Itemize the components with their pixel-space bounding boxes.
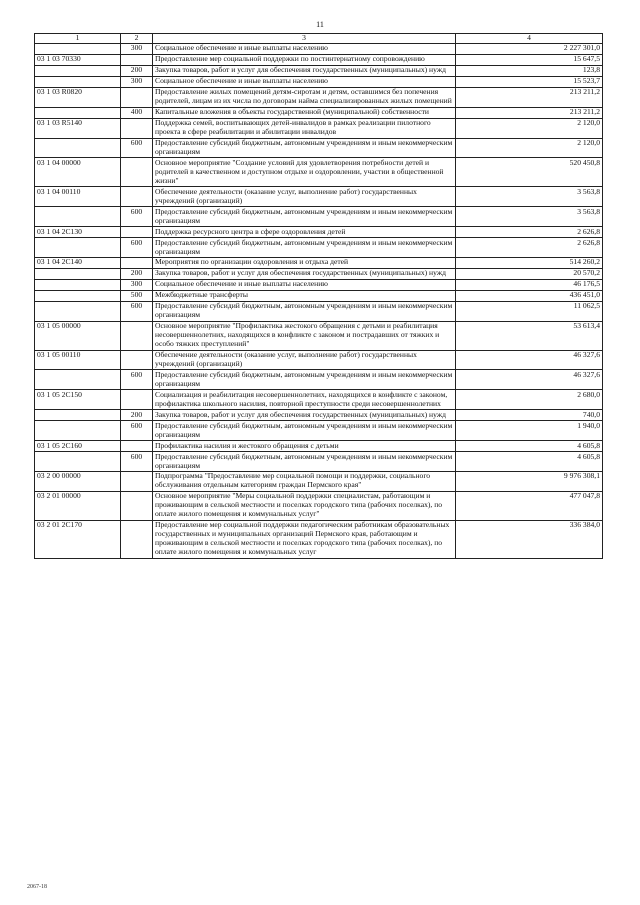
expense-type — [121, 54, 153, 65]
table-row — [35, 43, 603, 54]
budget-table — [34, 33, 603, 559]
table-row — [35, 227, 603, 238]
amount: 740,0 — [456, 410, 603, 421]
table-row — [35, 268, 603, 279]
expense-type: 300 — [121, 279, 153, 290]
amount: 53 613,4 — [456, 321, 603, 350]
table-row — [35, 207, 603, 227]
expense-type: 600 — [121, 207, 153, 227]
item-name: Предоставление субсидий бюджетным, автономным учреждениям и иным некоммерческим организациям — [153, 138, 456, 158]
table-row — [35, 301, 603, 321]
expense-type — [121, 158, 153, 187]
expense-type: 600 — [121, 370, 153, 390]
amount: 123,8 — [456, 65, 603, 76]
amount: 46 327,6 — [456, 370, 603, 390]
item-name: Основное мероприятие "Профилактика жестокого обращения с детьми и реабилитация несовершеннолетних, находящихся в конфликте с законом и пострадавших от тяжких и особо тяжких преступлений" — [153, 321, 456, 350]
table-row — [35, 279, 603, 290]
table-row — [35, 138, 603, 158]
expense-type: 400 — [121, 107, 153, 118]
target-code: 03 1 03 R5140 — [35, 118, 121, 138]
target-code — [35, 301, 121, 321]
amount: 2 120,0 — [456, 118, 603, 138]
target-code — [35, 290, 121, 301]
item-name: Предоставление субсидий бюджетным, автономным учреждениям и иным некоммерческим организациям — [153, 421, 456, 441]
item-name: Подпрограмма "Предоставление мер социальной помощи и поддержки, социального обслуживания отдельным категориям граждан Пермского края" — [153, 471, 456, 491]
amount: 4 605,8 — [456, 452, 603, 472]
item-name: Закупка товаров, работ и услуг для обеспечения государственных (муниципальных) нужд — [153, 268, 456, 279]
expense-type: 200 — [121, 268, 153, 279]
item-name: Закупка товаров, работ и услуг для обеспечения государственных (муниципальных) нужд — [153, 410, 456, 421]
target-code — [35, 279, 121, 290]
amount: 11 062,5 — [456, 301, 603, 321]
table-row — [35, 410, 603, 421]
target-code — [35, 410, 121, 421]
table-row — [35, 421, 603, 441]
table-row — [35, 54, 603, 65]
item-name: Предоставление жилых помещений детям-сиротам и детям, оставшимся без попечения родителей, лицам из их числа по договорам найма специализированных жилых помещений — [153, 87, 456, 107]
table-row — [35, 76, 603, 87]
item-name: Капитальные вложения в объекты государственной (муниципальной) собственности — [153, 107, 456, 118]
target-code — [35, 421, 121, 441]
expense-type: 600 — [121, 452, 153, 472]
target-code: 03 1 05 00110 — [35, 350, 121, 370]
expense-type: 300 — [121, 76, 153, 87]
target-code — [35, 76, 121, 87]
expense-type: 600 — [121, 421, 153, 441]
target-code: 03 1 05 2С160 — [35, 441, 121, 452]
item-name: Социальное обеспечение и иные выплаты населению — [153, 43, 456, 54]
amount: 4 605,8 — [456, 441, 603, 452]
table-row — [35, 238, 603, 258]
table-row — [35, 370, 603, 390]
expense-type — [121, 87, 153, 107]
amount: 2 227 301,0 — [456, 43, 603, 54]
item-name: Закупка товаров, работ и услуг для обеспечения государственных (муниципальных) нужд — [153, 65, 456, 76]
amount: 2 626,8 — [456, 227, 603, 238]
table-row — [35, 441, 603, 452]
target-code — [35, 268, 121, 279]
expense-type — [121, 321, 153, 350]
target-code: 03 1 04 2С130 — [35, 227, 121, 238]
amount: 436 451,0 — [456, 290, 603, 301]
amount: 1 940,0 — [456, 421, 603, 441]
target-code: 03 2 01 00000 — [35, 491, 121, 520]
target-code — [35, 107, 121, 118]
item-name: Профилактика насилия и жестокого обращения с детьми — [153, 441, 456, 452]
expense-type — [121, 227, 153, 238]
target-code: 03 1 03 70330 — [35, 54, 121, 65]
item-name: Предоставление мер социальной поддержки по постинтернатному сопровождению — [153, 54, 456, 65]
header-col-4: 4 — [456, 34, 603, 44]
expense-type: 500 — [121, 290, 153, 301]
table-row — [35, 290, 603, 301]
table-row — [35, 187, 603, 207]
table-row — [35, 390, 603, 410]
expense-type — [121, 390, 153, 410]
amount: 2 120,0 — [456, 138, 603, 158]
expense-type — [121, 491, 153, 520]
item-name: Социальное обеспечение и иные выплаты населению — [153, 279, 456, 290]
amount: 213 211,2 — [456, 87, 603, 107]
target-code: 03 1 04 00110 — [35, 187, 121, 207]
target-code — [35, 452, 121, 472]
target-code — [35, 43, 121, 54]
item-name: Обеспечение деятельности (оказание услуг, выполнение работ) государственных учреждений (организаций) — [153, 187, 456, 207]
expense-type — [121, 471, 153, 491]
expense-type: 600 — [121, 301, 153, 321]
expense-type: 200 — [121, 410, 153, 421]
amount: 15 647,5 — [456, 54, 603, 65]
page-number: 11 — [316, 20, 324, 29]
item-name: Социализация и реабилитация несовершеннолетних, находящихся в конфликте с законом, профилактика школьного насилия, повторной преступности среди несовершеннолетних — [153, 390, 456, 410]
amount: 20 570,2 — [456, 268, 603, 279]
expense-type — [121, 118, 153, 138]
item-name: Поддержка ресурсного центра в сфере оздоровления детей — [153, 227, 456, 238]
target-code — [35, 65, 121, 76]
amount: 2 626,8 — [456, 238, 603, 258]
expense-type — [121, 520, 153, 558]
table-row — [35, 321, 603, 350]
table-row — [35, 471, 603, 491]
item-name: Мероприятия по организации оздоровления и отдыха детей — [153, 257, 456, 268]
item-name: Предоставление субсидий бюджетным, автономным учреждениям и иным некоммерческим организациям — [153, 207, 456, 227]
item-name: Межбюджетные трансферты — [153, 290, 456, 301]
expense-type: 600 — [121, 138, 153, 158]
table-row — [35, 65, 603, 76]
item-name: Предоставление мер социальной поддержки педагогическим работникам образовательных государственных и муниципальных организаций Пермского края, работающим и проживающим в сельской местности и поселках городского типа (рабочих поселках), по оплате жилого помещения и коммунальных услуг — [153, 520, 456, 558]
table-row — [35, 118, 603, 138]
item-name: Основное мероприятие "Меры социальной поддержки специалистам, работающим и проживающим в сельской местности и поселках городского типа (рабочих поселках), по оплате жилого помещения и коммунальных услуг" — [153, 491, 456, 520]
amount: 46 327,6 — [456, 350, 603, 370]
expense-type: 600 — [121, 238, 153, 258]
table-header-row — [35, 34, 603, 44]
item-name: Предоставление субсидий бюджетным, автономным учреждениям и иным некоммерческим организациям — [153, 301, 456, 321]
expense-type: 200 — [121, 65, 153, 76]
expense-type: 300 — [121, 43, 153, 54]
item-name: Основное мероприятие "Создание условий для удовлетворения потребности детей и родителей в качественном и доступном отдыхе и оздоровлении, участии в общественной жизни" — [153, 158, 456, 187]
item-name: Обеспечение деятельности (оказание услуг, выполнение работ) государственных учреждений (организаций) — [153, 350, 456, 370]
amount: 15 523,7 — [456, 76, 603, 87]
target-code — [35, 238, 121, 258]
target-code — [35, 370, 121, 390]
amount: 520 450,8 — [456, 158, 603, 187]
table-row — [35, 491, 603, 520]
amount: 514 260,2 — [456, 257, 603, 268]
table-row — [35, 87, 603, 107]
target-code: 03 1 05 00000 — [35, 321, 121, 350]
table-body — [35, 43, 603, 558]
amount: 3 563,8 — [456, 207, 603, 227]
amount: 336 384,0 — [456, 520, 603, 558]
target-code: 03 1 04 00000 — [35, 158, 121, 187]
table-row — [35, 520, 603, 558]
amount: 477 047,8 — [456, 491, 603, 520]
table-row — [35, 350, 603, 370]
expense-type — [121, 187, 153, 207]
target-code: 03 2 01 2С170 — [35, 520, 121, 558]
table-row — [35, 107, 603, 118]
table-row — [35, 257, 603, 268]
target-code — [35, 138, 121, 158]
expense-type — [121, 257, 153, 268]
amount: 2 680,0 — [456, 390, 603, 410]
target-code: 03 1 04 2С140 — [35, 257, 121, 268]
table-row — [35, 158, 603, 187]
amount: 46 176,5 — [456, 279, 603, 290]
header-col-3: 3 — [153, 34, 456, 44]
amount: 213 211,2 — [456, 107, 603, 118]
item-name: Предоставление субсидий бюджетным, автономным учреждениям и иным некоммерческим организациям — [153, 452, 456, 472]
target-code: 03 2 00 00000 — [35, 471, 121, 491]
item-name: Предоставление субсидий бюджетным, автономным учреждениям и иным некоммерческим организациям — [153, 370, 456, 390]
footer-doc-code: 2067-18 — [27, 884, 47, 890]
item-name: Предоставление субсидий бюджетным, автономным учреждениям и иным некоммерческим организациям — [153, 238, 456, 258]
target-code: 03 1 03 R0820 — [35, 87, 121, 107]
expense-type — [121, 441, 153, 452]
amount: 3 563,8 — [456, 187, 603, 207]
header-col-2: 2 — [121, 34, 153, 44]
item-name: Социальное обеспечение и иные выплаты населению — [153, 76, 456, 87]
target-code: 03 1 05 2С150 — [35, 390, 121, 410]
item-name: Поддержка семей, воспитывающих детей-инвалидов в рамках реализации пилотного проекта в сфере реабилитации и абилитации инвалидов — [153, 118, 456, 138]
amount: 9 976 308,1 — [456, 471, 603, 491]
expense-type — [121, 350, 153, 370]
header-col-1: 1 — [35, 34, 121, 44]
target-code — [35, 207, 121, 227]
table-row — [35, 452, 603, 472]
